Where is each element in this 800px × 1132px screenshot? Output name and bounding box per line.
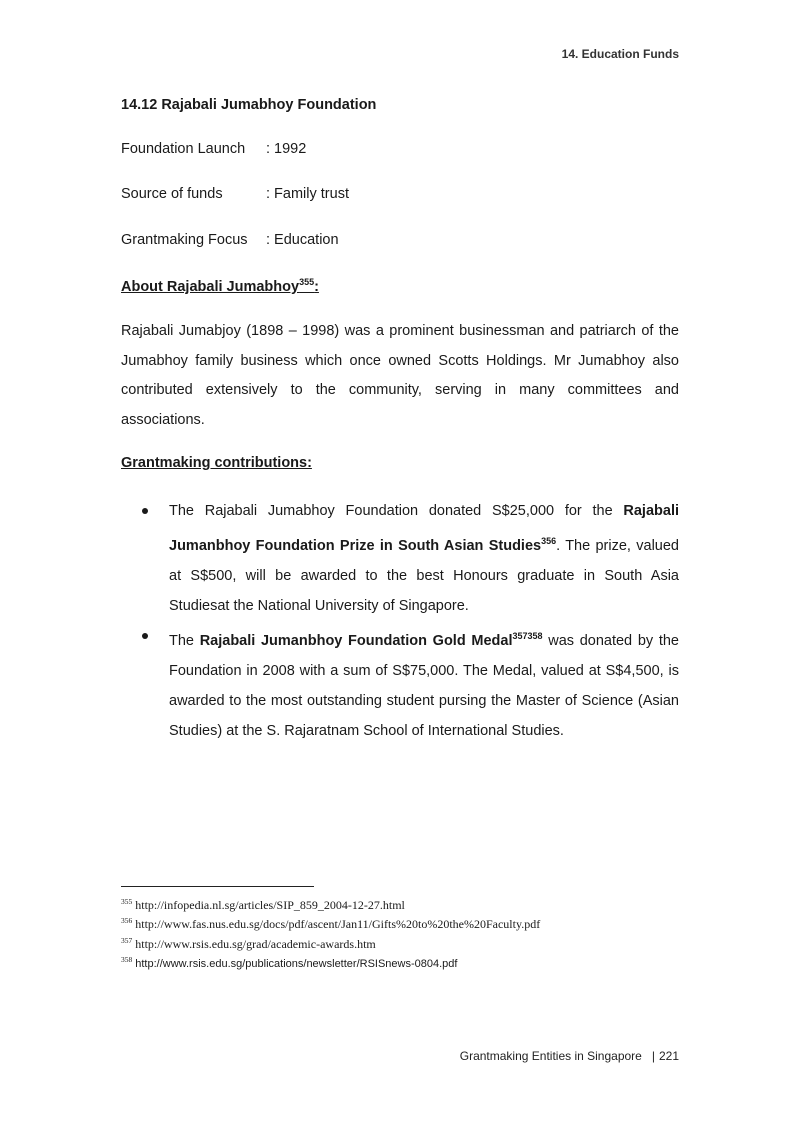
- footer-separator: |: [651, 1049, 655, 1063]
- page-number: 221: [658, 1049, 679, 1063]
- item-tail: . The prize, valued at S$500, will be awarded to the best Honours graduate in South Asia Studiesat the National University of Singapore.: [169, 537, 679, 614]
- item-bold-title: Rajabali Jumanbhoy Foundation Prize in South Asian Studies: [169, 503, 679, 554]
- field-value-source: : Family trust: [266, 186, 349, 202]
- bullet-icon: [142, 633, 148, 639]
- about-heading: [121, 277, 319, 295]
- footnote-number: 355: [121, 897, 133, 906]
- footnote-link[interactable]: http://infopedia.nl.sg/articles/SIP_859_2004-12-27.html: [135, 898, 405, 912]
- footnote-link[interactable]: http://www.rsis.edu.sg/publications/newsletter/RSISnews-0804.pdf: [135, 957, 458, 970]
- footnote-divider: [121, 886, 314, 887]
- footnote-356: [121, 913, 540, 932]
- list-item: [141, 621, 679, 746]
- contributions-heading: Grantmaking contributions:: [121, 455, 312, 471]
- footnote-number: 357: [121, 935, 133, 945]
- footnote-ref[interactable]: 357358: [512, 630, 543, 641]
- footnote-ref[interactable]: 356: [541, 536, 557, 546]
- about-heading-text: About Rajabali Jumabhoy: [121, 278, 300, 295]
- contributions-list: [141, 496, 679, 746]
- item-lead: The: [169, 632, 200, 649]
- footnote-ref[interactable]: 355: [299, 277, 315, 287]
- item-lead: The Rajabali Jumabhoy Foundation donated S$25,000 for the: [169, 503, 624, 519]
- footnote-link[interactable]: http://www.rsis.edu.sg/grad/academic-awards.htm: [135, 936, 376, 951]
- field-label-focus: Grantmaking Focus: [121, 232, 248, 248]
- footnote-link[interactable]: http://www.fas.nus.edu.sg/docs/pdf/ascent/Jan11/Gifts%20to%20the%20Faculty.pdf: [135, 917, 541, 932]
- field-value-focus: : Education: [266, 232, 339, 248]
- field-label-launch: Foundation Launch: [121, 141, 246, 157]
- section-title: 14.12 Rajabali Jumabhoy Foundation: [121, 97, 377, 113]
- footnote-355: [121, 894, 540, 913]
- bullet-icon: [142, 508, 148, 514]
- item-bold-title: Rajabali Jumanbhoy Foundation Gold Medal: [199, 632, 513, 649]
- about-paragraph: Rajabali Jumabjoy (1898 – 1998) was a prominent businessman and patriarch of the Jumabhoy family business which once owned Scotts Holdings. Mr Jumabhoy also contributed extensively to the community, serving in many committees and associations.: [121, 323, 679, 428]
- footnote-358: [121, 952, 540, 972]
- item-tail: was donated by the Foundation in 2008 with a sum of S$75,000. The Medal, valued at S$4,500, is awarded to the most outstanding student pursing the Master of Science (Asian Studies) at the S. Rajaratnam School of International Studies.: [169, 632, 679, 739]
- running-footer: [460, 1049, 679, 1063]
- list-item: [141, 496, 679, 621]
- footnote-number: 358: [121, 954, 133, 964]
- footer-book-title: Grantmaking Entities in Singapore: [459, 1049, 642, 1063]
- footnote-357: [121, 933, 540, 952]
- field-value-launch: : 1992: [266, 141, 307, 157]
- about-heading-colon: :: [314, 278, 319, 295]
- running-header: 14. Education Funds: [561, 47, 679, 61]
- footnotes: [121, 894, 540, 972]
- field-label-source: Source of funds: [121, 186, 223, 202]
- footnote-number: 356: [121, 916, 133, 926]
